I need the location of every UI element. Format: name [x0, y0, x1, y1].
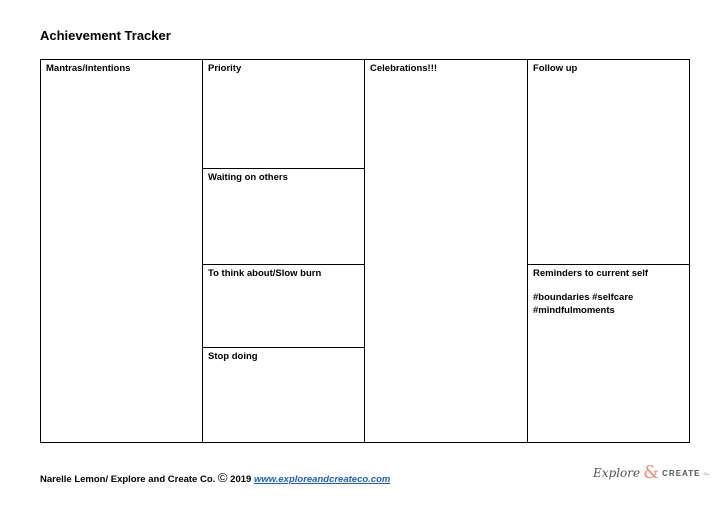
celebrations-heading: Celebrations!!! — [370, 63, 438, 74]
waiting-cell[interactable] — [203, 169, 364, 264]
copyright-symbol: © — [217, 470, 228, 485]
footer-author: Narelle Lemon/ Explore and Create Co. — [40, 474, 216, 485]
waiting-heading: Waiting on others — [208, 172, 288, 183]
footer — [40, 470, 390, 485]
stop-doing-cell[interactable] — [203, 348, 364, 443]
logo-ampersand: & — [643, 462, 660, 483]
priority-heading: Priority — [208, 63, 242, 74]
think-about-heading: To think about/Slow burn — [208, 268, 322, 279]
priority-cell[interactable] — [203, 60, 364, 168]
follow-up-cell[interactable] — [528, 60, 690, 264]
follow-up-heading: Follow up — [533, 63, 578, 74]
stop-doing-heading: Stop doing — [208, 351, 258, 362]
think-about-cell[interactable] — [203, 265, 364, 347]
logo-caps-text: CREATE — [662, 468, 701, 478]
mantras-heading: Mantras/Intentions — [46, 63, 131, 74]
mantras-cell[interactable] — [41, 60, 202, 443]
reminders-cell[interactable] — [528, 265, 690, 443]
brand-logo — [593, 462, 710, 484]
celebrations-cell[interactable] — [365, 60, 527, 443]
reminders-heading: Reminders to current self — [533, 268, 649, 279]
footer-year: 2019 — [230, 474, 252, 485]
reminder-line-2: #mindfulmoments — [533, 305, 615, 316]
page-title: Achievement Tracker — [40, 28, 171, 43]
logo-script-text: Explore — [593, 466, 641, 480]
website-link[interactable]: www.exploreandcreateco.com — [253, 474, 391, 485]
logo-co-text: Co. — [703, 470, 710, 476]
tracker-grid — [40, 59, 690, 443]
reminder-line-1: #boundaries #selfcare — [533, 292, 634, 303]
